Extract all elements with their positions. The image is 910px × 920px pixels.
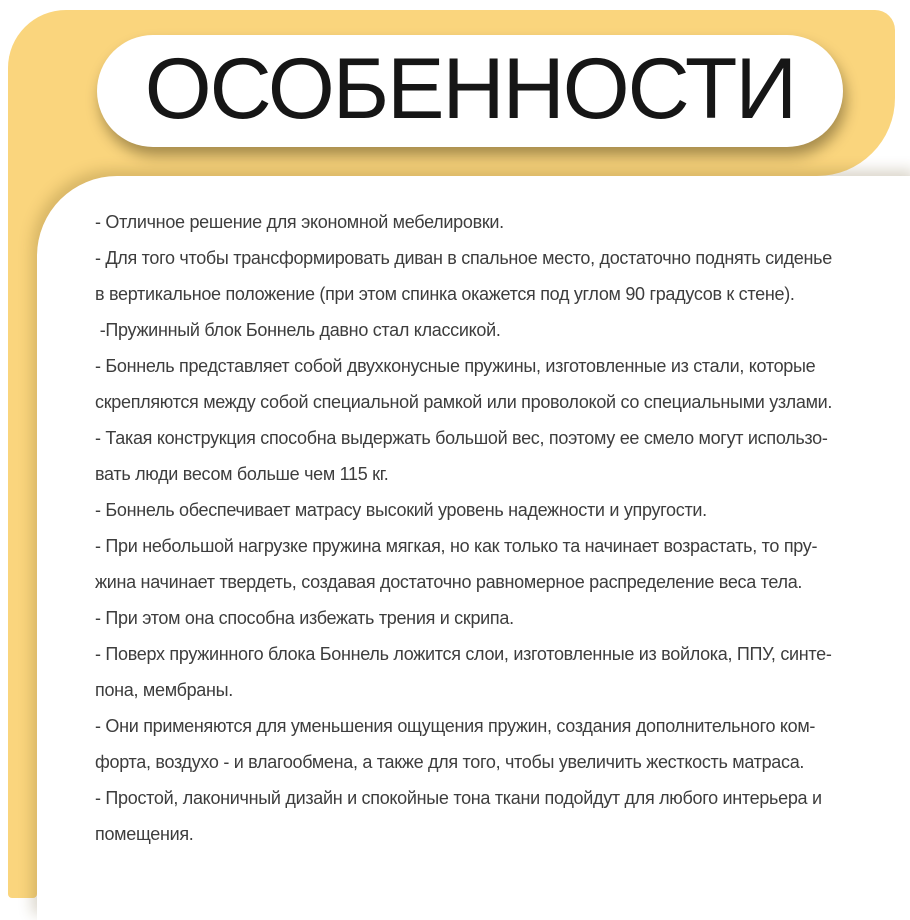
accent-left-strip bbox=[8, 120, 37, 898]
feature-line: форта, воздухо - и влагообмена, а также для того, чтобы увеличить жесткость матраса. bbox=[95, 752, 805, 772]
page-title: ОСОБЕННОСТИ bbox=[144, 41, 796, 137]
feature-line: - Они применяются для уменьшения ощущения пружин, создания дополнительного ком- bbox=[95, 716, 816, 736]
feature-line: жина начинает твердеть, создавая достаточно равномерное распределение веса тела. bbox=[95, 572, 803, 592]
feature-line: -Пружинный блок Боннель давно стал классикой. bbox=[95, 320, 501, 340]
feature-line: помещения. bbox=[95, 824, 194, 844]
feature-line: - Отличное решение для экономной мебелировки. bbox=[95, 212, 504, 232]
features-list bbox=[95, 204, 890, 852]
feature-line: - Для того чтобы трансформировать диван в спальное место, достаточно поднять сиденье bbox=[95, 248, 832, 268]
title-pill bbox=[97, 35, 843, 147]
feature-line: - Боннель представляет собой двухконусные пружины, изготовленные из стали, которые bbox=[95, 356, 816, 376]
feature-line: пона, мембраны. bbox=[95, 680, 233, 700]
feature-line: - Простой, лаконичный дизайн и спокойные тона ткани подойдут для любого интерьера и bbox=[95, 788, 822, 808]
feature-line: - При небольшой нагрузке пружина мягкая, но как только та начинает возрастать, то пру- bbox=[95, 536, 818, 556]
feature-line: - Такая конструкция способна выдержать большой вес, поэтому ее смело могут использо- bbox=[95, 428, 828, 448]
feature-line: - При этом она способна избежать трения и скрипа. bbox=[95, 608, 514, 628]
feature-line: - Боннель обеспечивает матрасу высокий уровень надежности и упругости. bbox=[95, 500, 707, 520]
feature-line: вать люди весом больше чем 115 кг. bbox=[95, 464, 389, 484]
feature-line: в вертикальное положение (при этом спинка окажется под углом 90 градусов к стене). bbox=[95, 284, 795, 304]
feature-line: - Поверх пружинного блока Боннель ложится слои, изготовленные из войлока, ППУ, синте- bbox=[95, 644, 832, 664]
feature-line: скрепляются между собой специальной рамкой или проволокой со специальными узлами. bbox=[95, 392, 833, 412]
